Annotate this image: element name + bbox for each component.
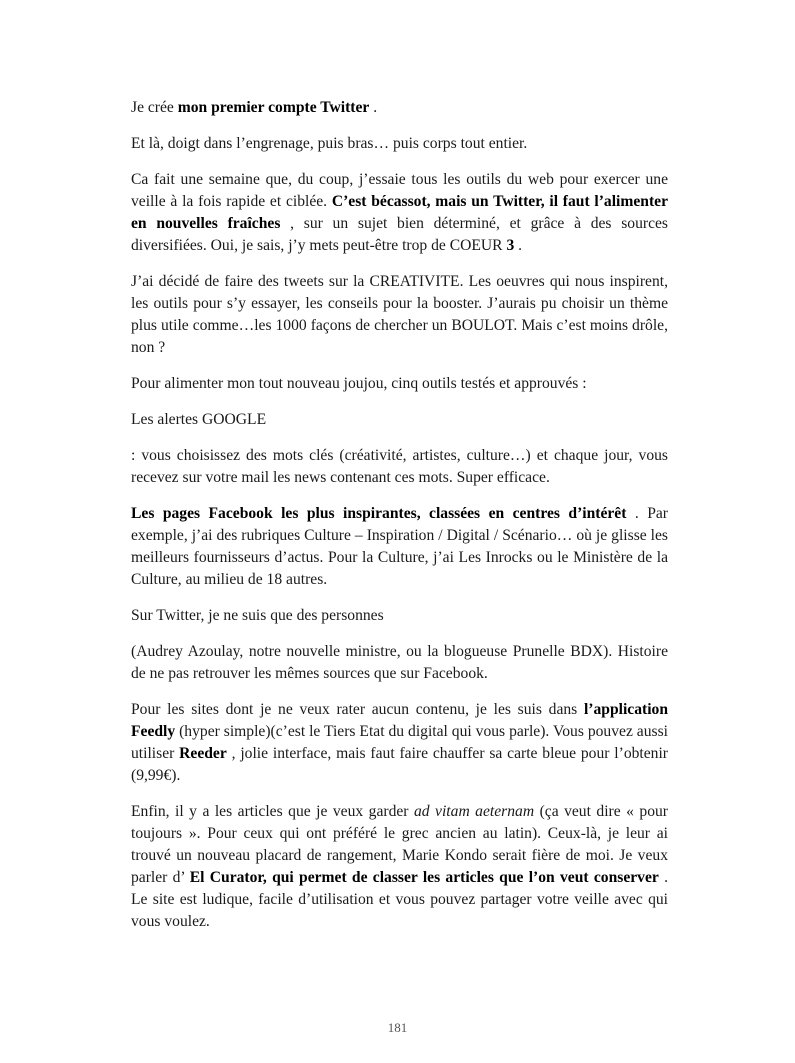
paragraph: Ca fait une semaine que, du coup, j’essaie tous les outils du web pour exercer une veille à la fois rapide et ciblée. C’est bécassot, mais un Twitter, il faut l’alimenter en nouvelles fraîches , sur un sujet bien déterminé, et grâce à des sources diversifiées. Oui, je sais, j’y mets peut-être trop de COEUR 3 . — [131, 171, 668, 254]
paragraph: Je crée mon premier compte Twitter . — [131, 99, 378, 116]
paragraph: Les alertes GOOGLE — [131, 411, 267, 428]
paragraph: Sur Twitter, je ne suis que des personnes — [131, 607, 384, 624]
paragraph: (Audrey Azoulay, notre nouvelle ministre, ou la blogueuse Prunelle BDX). Histoire de ne pas retrouver les mêmes sources que sur Facebook. — [131, 643, 668, 682]
paragraph: Pour alimenter mon tout nouveau joujou, cinq outils testés et approuvés : — [131, 375, 587, 392]
paragraph: : vous choisissez des mots clés (créativité, artistes, culture…) et chaque jour, vous recevez sur votre mail les news contenant ces mots. Super efficace. — [131, 447, 668, 486]
body-text — [131, 97, 668, 947]
paragraph: J’ai décidé de faire des tweets sur la CREATIVITE. Les oeuvres qui nous inspirent, les outils pour s’y essayer, les conseils pour la booster. J’aurais pu choisir un thème plus utile comme…les 1000 façons de chercher un BOULOT. Mais c’est moins drôle, non ? — [131, 273, 668, 356]
paragraph: Les pages Facebook les plus inspirantes, classées en centres d’intérêt . Par exemple, j’ai des rubriques Culture – Inspiration / Digital / Scénario… où je glisse les meilleurs fournisseurs d’actus. Pour la Culture, j’ai Les Inrocks ou le Ministère de la Culture, au milieu de 18 autres. — [131, 505, 668, 588]
paragraph: Pour les sites dont je ne veux rater aucun contenu, je les suis dans l’application Feedly (hyper simple)(c’est le Tiers Etat du digital qui vous parle). Vous pouvez aussi utiliser Reeder , jolie interface, mais faut faire chauffer sa carte bleue pour l’obtenir (9,99€). — [131, 701, 668, 784]
paragraph: Et là, doigt dans l’engrenage, puis bras… puis corps tout entier. — [131, 135, 528, 152]
page-number: 181 — [387, 1020, 408, 1035]
paragraph: Enfin, il y a les articles que je veux garder ad vitam aeternam (ça veut dire « pour toujours ». Pour ceux qui ont préféré le grec ancien au latin). Ceux-là, je leur ai trouvé un nouveau placard de rangement, Marie Kondo serait fière de moi. Je veux parler d’ El Curator, qui permet de classer les articles que l’on veut conserver . Le site est ludique, facile d’utilisation et vous pouvez partager votre veille avec qui vous voulez. — [131, 803, 669, 930]
